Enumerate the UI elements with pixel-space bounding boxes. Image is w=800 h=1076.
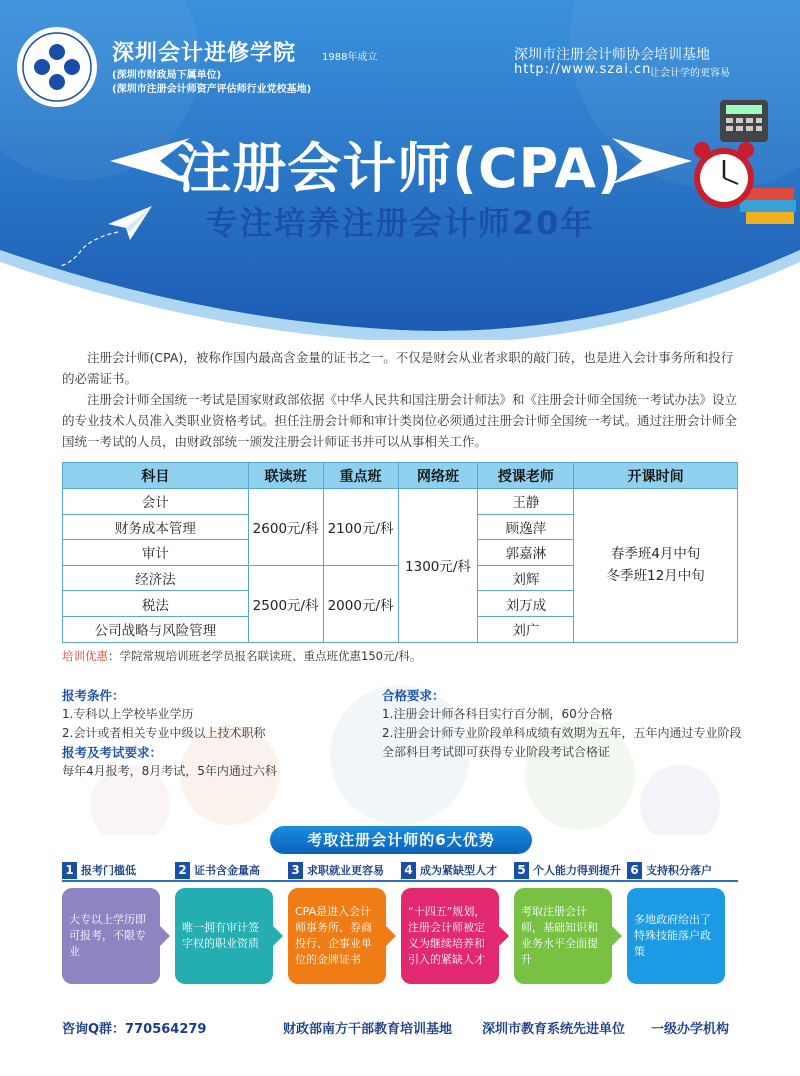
- promo-label: 培训优惠: [62, 649, 108, 663]
- advantage-step-title: [514, 862, 621, 880]
- exam-conditions: [62, 686, 372, 781]
- header-zhong: 重点班: [323, 463, 398, 489]
- subject-cell: 税法: [63, 591, 249, 617]
- school-affiliation-2: (深圳市注册会计师资产评估师行业党校基地): [112, 84, 312, 95]
- condition-1: 1.专科以上学校毕业学历: [62, 707, 194, 721]
- header-online: 网络班: [398, 463, 478, 489]
- condition-2: 2.会计或者相关专业中级以上技术职称: [62, 726, 266, 740]
- pass-rule-2: 2.注册会计师专业阶段单科成绩有效期为五年，五年内通过专业阶段全部科目考试即可获得专业阶段考试合格证: [382, 726, 742, 759]
- promo-text: ：学院常规培训班老学员报名联读班、重点班优惠150元/科。: [108, 649, 422, 663]
- subject-cell: 财务成本管理: [63, 514, 249, 540]
- advantage-card: [175, 888, 273, 984]
- teacher-cell: 顾逸萍: [478, 514, 574, 540]
- advantage-card: [62, 888, 160, 984]
- zhong-price-cell: 2000元/科: [323, 565, 398, 642]
- footer-base-1: 财政部南方干部教育培训基地: [283, 1022, 453, 1037]
- header-schedule: 开课时间: [574, 463, 738, 489]
- advantage-card: [514, 888, 612, 984]
- teacher-cell: 刘辉: [478, 565, 574, 591]
- slogan: 让会计学的更容易: [650, 68, 730, 79]
- subject-cell: 审计: [63, 540, 249, 566]
- advantage-arrow-icon: [499, 926, 509, 946]
- advantage-step-number: 6: [627, 862, 642, 879]
- advantages-divider: [62, 880, 738, 882]
- advantage-step-title: [288, 862, 384, 880]
- intro-paragraph-2: 注册会计师全国统一考试是国家财政部依据《中华人民共和国注册会计师法》和《注册会计师全国统一考试办法》设立的专业技术人员准入类职业资格考试。担任注册会计师和审计类岗位必须通过注册会计师全国统一考试。通过注册会计师全国统一考试的人员，由财政部统一颁发注册会计师证书并可以从事相关工作。: [62, 392, 738, 449]
- advantage-step-label: 证书含金量高: [194, 864, 260, 877]
- advantage-step-number: 5: [514, 862, 529, 879]
- website-url[interactable]: http://www.szai.cn: [514, 62, 652, 77]
- advantage-arrow-icon: [160, 926, 170, 946]
- advantage-card-text: “十四五”规划，注册会计师被定义为继续培养和引入的紧缺人才: [408, 905, 486, 966]
- founded-year: 1988年成立: [322, 52, 378, 63]
- header-subject: 科目: [63, 463, 249, 489]
- advantage-arrow-icon: [612, 926, 622, 946]
- advantage-card: [401, 888, 499, 984]
- promo-note: [62, 648, 421, 664]
- subject-cell: 经济法: [63, 565, 249, 591]
- advantage-card: [627, 888, 725, 984]
- school-affiliation-1: (深圳市财政局下属单位): [112, 70, 222, 81]
- conditions-heading: 报考条件：: [62, 688, 125, 703]
- teacher-cell: 郭嘉淋: [478, 540, 574, 566]
- course-table: [62, 462, 738, 643]
- advantage-step-number: 2: [175, 862, 190, 879]
- logo-emblem: [14, 24, 100, 110]
- subject-cell: 会计: [63, 489, 249, 515]
- advantage-step-label: 成为紧缺型人才: [420, 864, 497, 877]
- pass-heading: 合格要求：: [382, 688, 445, 703]
- school-name: 深圳会计进修学院: [112, 41, 297, 66]
- advantages-title: 考取注册会计师的6大优势: [270, 826, 532, 854]
- teacher-cell: 王静: [478, 489, 574, 515]
- pass-requirements: [382, 686, 752, 762]
- pass-rule-1: 1.注册会计师各科目实行百分制，60分合格: [382, 707, 613, 721]
- header-teacher: 授课老师: [478, 463, 574, 489]
- header-banner: [0, 0, 800, 340]
- zhong-price-cell: 2100元/科: [323, 489, 398, 566]
- table-row: [63, 489, 738, 515]
- intro-paragraph-1: 注册会计师(CPA)，被称作国内最高含金量的证书之一。不仅是财会从业者求职的敲门砖，也是进入会计事务所和投行的必需证书。: [62, 350, 734, 386]
- advantage-step-label: 报考门槛低: [81, 864, 136, 877]
- advantage-step-number: 3: [288, 862, 303, 879]
- contact-qq-group[interactable]: 咨询Q群：770564279: [62, 1022, 207, 1037]
- lian-price-cell: 2500元/科: [248, 565, 323, 642]
- advantage-card-text: CPA是进入会计师事务所、券商投行、企事业单位的金牌证书: [295, 905, 372, 966]
- schedule-spring: 春季班4月中旬: [610, 546, 701, 563]
- advantage-step-title: [175, 862, 260, 880]
- advantage-step-title: [401, 862, 497, 880]
- sub-title: 专注培养注册会计师20年: [205, 204, 595, 242]
- advantage-arrow-icon: [386, 926, 396, 946]
- table-header-row: [63, 463, 738, 489]
- intro-section: [62, 347, 742, 452]
- advantage-step-label: 求职就业更容易: [307, 864, 384, 877]
- advantage-card-text: 考取注册会计师，基础知识和业务水平全面提升: [521, 905, 598, 966]
- exam-requirement-1: 每年4月报考，8月考试，5年内通过六科: [62, 764, 277, 778]
- schedule-winter: 冬季班12月中旬: [606, 568, 705, 585]
- advantage-card-text: 唯一拥有审计签字权的职业资质: [182, 921, 259, 950]
- teacher-cell: 刘广: [478, 616, 574, 642]
- main-title: 注册会计师(CPA): [177, 137, 623, 200]
- footer-base-2: 深圳市教育系统先进单位: [482, 1022, 626, 1037]
- lian-price-cell: 2600元/科: [248, 489, 323, 566]
- advantage-step-label: 支持积分落户: [646, 864, 712, 877]
- subject-cell: 公司战略与风险管理: [63, 616, 249, 642]
- advantage-card-text: 多地政府给出了特殊技能落户政策: [634, 913, 711, 958]
- advantage-step-label: 个人能力得到提升: [533, 864, 621, 877]
- schedule-cell: [574, 489, 738, 643]
- advantage-step-number: 1: [62, 862, 77, 879]
- teacher-cell: 刘万成: [478, 591, 574, 617]
- advantage-step-title: [62, 862, 136, 880]
- header-lian: 联读班: [248, 463, 323, 489]
- advantage-card: [288, 888, 386, 984]
- advantage-arrow-icon: [273, 926, 283, 946]
- advantage-step-title: [627, 862, 712, 880]
- training-base-title: 深圳市注册会计师协会培训基地: [514, 47, 710, 63]
- advantage-step-number: 4: [401, 862, 416, 879]
- advantage-card-text: 大专以上学历即可报考，不限专业: [69, 913, 146, 958]
- online-price-cell: 1300元/科: [398, 489, 478, 643]
- exam-requirements-heading: 报考及考试要求：: [62, 745, 163, 760]
- footer-base-3: 一级办学机构: [651, 1022, 730, 1037]
